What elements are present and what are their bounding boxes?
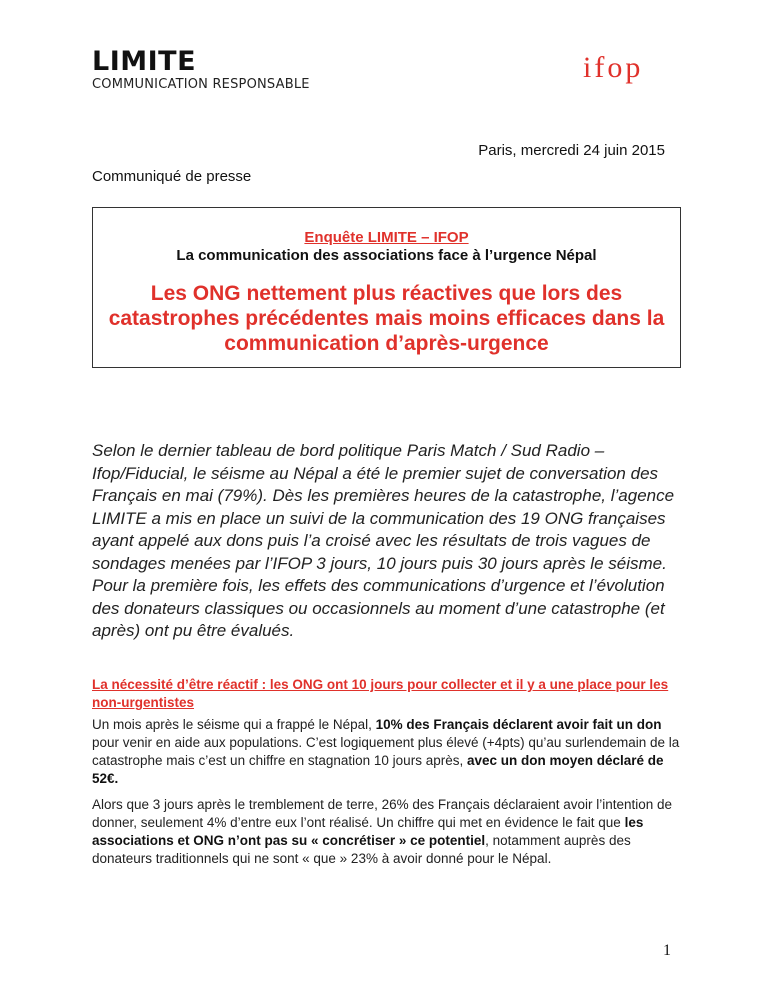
ifop-logo-text: ifop: [583, 51, 644, 84]
limite-logo-tagline: COMMUNICATION RESPONSABLE: [92, 77, 310, 92]
para2-text-b: , notamment auprès des donateurs traditionnels qui ne sont « que » 23% à avoir donné pour le Népal.: [92, 833, 631, 866]
body-paragraph-2: [92, 796, 682, 868]
body-paragraph-1: [92, 716, 682, 788]
headline-kicker: Enquête LIMITE – IFOP: [304, 229, 469, 246]
headline-title: Les ONG nettement plus réactives que lors des catastrophes précédentes mais moins efficaces dans la communication d’après-urgence: [108, 282, 665, 355]
para1-text-a: Un mois après le séisme qui a frappé le Népal,: [92, 717, 376, 732]
headline-subtitle: La communication des associations face à l’urgence Népal: [176, 247, 597, 264]
headline-box: [92, 207, 681, 368]
limite-logo: [92, 46, 310, 93]
para1-bold-a: 10% des Français déclarent avoir fait un don: [375, 717, 662, 732]
ifop-logo: [581, 47, 665, 91]
limite-logo-word: LIMITE: [92, 46, 197, 77]
lead-text-1: Selon le dernier tableau de bord politique Paris Match / Sud Radio – Ifop/Fiducial, le séisme au Népal a été le premier sujet de conversation des Français en mai (79%). Dès les premières heures de la catastrophe, l’agence LIMITE a mis en place un suivi de la communication des 19 ONG françaises ayant appelé aux dons puis l’a croisé avec les résultats de trois vagues de sondages menées par l’IFOP 3 jours, 10 jours puis 30 jours après le séisme.: [92, 441, 675, 573]
para1-bold-b: avec un don moyen déclaré de 52€.: [92, 753, 664, 786]
document-type: Communiqué de presse: [92, 168, 252, 185]
lead-paragraph: [92, 440, 684, 643]
lead-text-2: Pour la première fois, les effets des communications d’urgence et l’évolution des donateurs classiques ou occasionnels au moment d’une catastrophe (et après) ont pu être évalués.: [92, 576, 665, 640]
section-heading: La nécessité d’être réactif : les ONG ont 10 jours pour collecter et il y a une place pour les non-urgentistes: [92, 677, 669, 710]
dateline: Paris, mercredi 24 juin 2015: [478, 142, 665, 159]
para2-text-a: Alors que 3 jours après le tremblement de terre, 26% des Français déclaraient avoir l’intention de donner, seulement 4% d’entre eux l’ont réalisé. Un chiffre qui met en évidence le fait que: [92, 797, 673, 830]
para1-text-b: pour venir en aide aux populations. C’est logiquement plus élevé (+4pts) qu’au surlendemain de la catastrophe mais c’est un chiffre en stagnation 10 jours après,: [92, 735, 680, 768]
para2-bold-a: les associations et ONG n’ont pas su « concrétiser » ce potentiel: [92, 815, 644, 848]
page-number: 1: [663, 942, 671, 959]
